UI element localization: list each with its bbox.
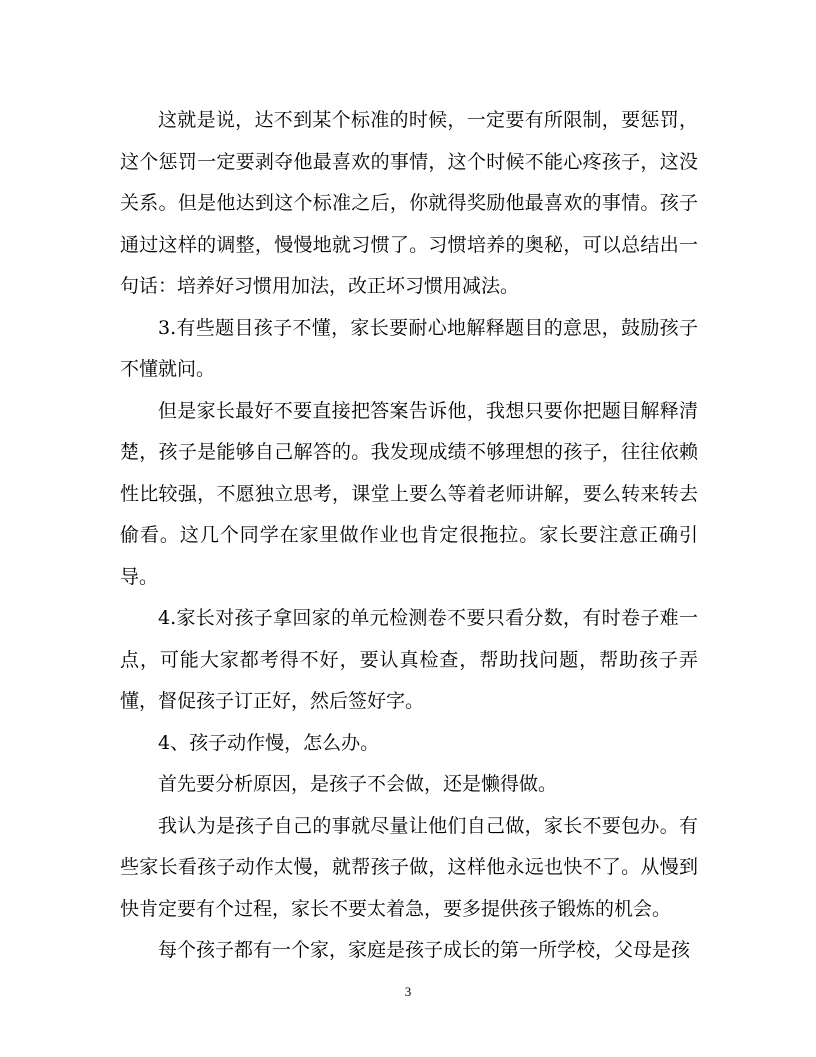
paragraph-explain-questions: 3.有些题目孩子不懂，家长要耐心地解释题目的意思，鼓励孩子不懂就问。 [120,316,698,380]
paragraph-reward-punishment: 这就是说，达不到某个标准的时候，一定要有所限制，要惩罚，这个惩罚一定要剥夺他最喜欢的事情，这个时候不能心疼孩子，这没关系。但是他达到这个标准之后，你就得奖励他最喜欢的事情。孩子通过这样的调整，慢慢地就习惯了。习惯培养的奥秘，可以总结出一句话：培养好习惯用加法，改正坏习惯用减法。 [120,109,698,297]
body-text [120,100,698,972]
paragraph-let-them-do: 我认为是孩子自己的事就尽量让他们自己做，家长不要包办。有些家长看孩子动作太慢，就帮孩子做，这样他永远也快不了。从慢到快肯定要有个过程，家长不要太着急，要多提供孩子锻炼的机会。 [120,814,698,920]
paragraph-slow-child-heading: 4、孩子动作慢，怎么办。 [158,731,380,754]
paragraph-family-school: 每个孩子都有一个家，家庭是孩子成长的第一所学校，父母是孩 [158,939,691,961]
page-number: 3 [404,984,412,999]
paragraph-dont-give-answers: 但是家长最好不要直接把答案告诉他，我想只要你把题目解释清楚，孩子是能够自己解答的。我发现成绩不够理想的孩子，往往依赖性比较强，不愿独立思考，课堂上要么等着老师讲解，要么转来转去偷看。这几个同学在家里做作业也肯定很拖拉。家长要注意正确引导。 [120,399,698,588]
paragraph-test-papers: 4.家长对孩子拿回家的单元检测卷不要只看分数，有时卷子难一点，可能大家都考得不好，要认真检查，帮助找问题，帮助孩子弄懂，督促孩子订正好，然后签好字。 [120,607,698,712]
paragraph-analyze-reasons: 首先要分析原因，是孩子不会做，还是懒得做。 [158,773,558,795]
